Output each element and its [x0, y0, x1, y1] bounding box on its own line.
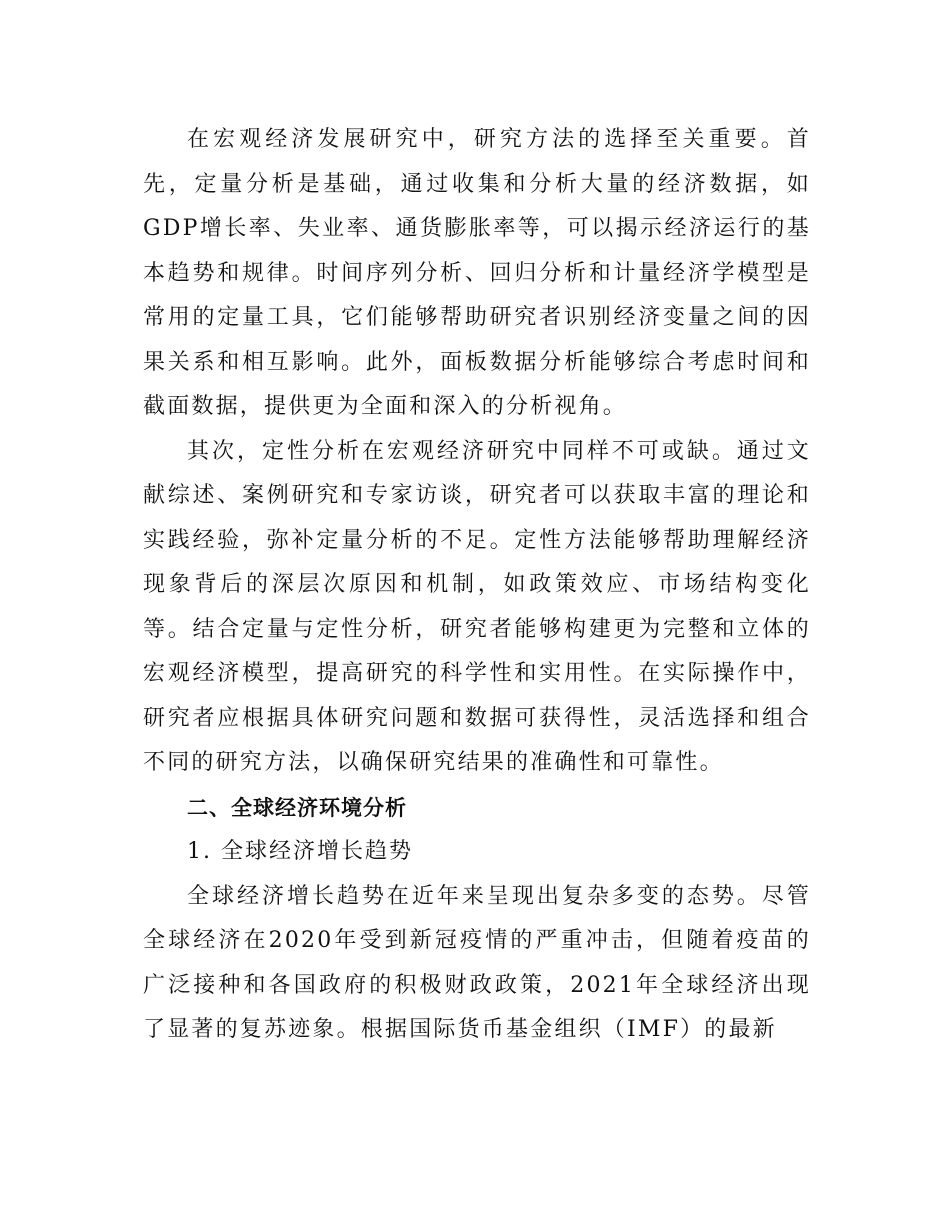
document-body — [143, 118, 811, 1053]
subsection-heading: 1. 全球经济增长趋势 — [187, 839, 413, 864]
body-paragraph-global-growth: 全球经济增长趋势在近年来呈现出复杂多变的态势。尽管全球经济在2020年受到新冠疫情的严重冲击，但随着疫苗的广泛接种和各国政府的积极财政政策，2021年全球经济出现了显著的复苏迹象。根据国际货币基金组织（IMF）的最新 — [143, 883, 811, 1042]
body-paragraph-research-methods: 在宏观经济发展研究中，研究方法的选择至关重要。首先，定量分析是基础，通过收集和分析大量的经济数据，如GDP增长率、失业率、通货膨胀率等，可以揭示经济运行的基本趋势和规律。时间序列分析、回归分析和计量经济学模型是常用的定量工具，它们能够帮助研究者识别经济变量之间的因果关系和相互影响。此外，面板数据分析能够综合考虑时间和截面数据，提供更为全面和深入的分析视角。 — [143, 127, 811, 419]
section-heading: 二、全球经济环境分析 — [187, 795, 407, 820]
body-paragraph-qualitative-analysis: 其次，定性分析在宏观经济研究中同样不可或缺。通过文献综述、案例研究和专家访谈，研究者可以获取丰富的理论和实践经验，弥补定量分析的不足。定性方法能够帮助理解经济现象背后的深层次原因和机制，如政策效应、市场结构变化等。结合定量与定性分析，研究者能够构建更为完整和立体的宏观经济模型，提高研究的科学性和实用性。在实际操作中，研究者应根据具体研究问题和数据可获得性，灵活选择和组合不同的研究方法，以确保研究结果的准确性和可靠性。 — [143, 438, 811, 775]
